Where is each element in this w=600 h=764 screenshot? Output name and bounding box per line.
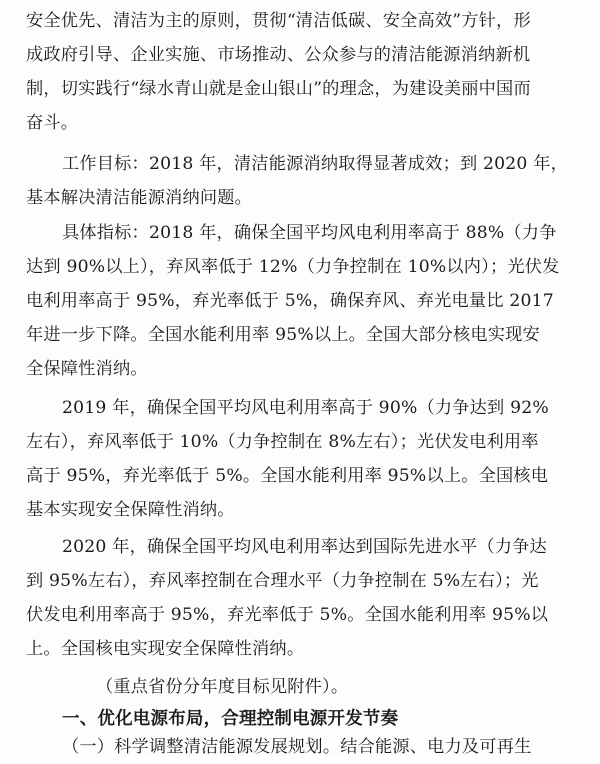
text-line: （重点省份分年度目标见附件）。 <box>96 677 349 697</box>
text-line: 上。全国核电实现安全保障性消纳。 <box>26 639 305 659</box>
text-line: 伏发电利用率高于 95%，弃光率低于 5%。全国水能利用率 95%以 <box>26 605 549 625</box>
text-line: 工作目标：2018 年，清洁能源消纳取得显著成效；到 2020 年， <box>62 154 568 174</box>
text-line: 安全优先、清洁为主的原则，贯彻“清洁低碳、安全高效”方针，形 <box>26 11 531 31</box>
text-line: 左右），弃风率低于 10%（力争控制在 8%左右）；光伏发电利用率 <box>26 432 539 452</box>
text-line: 制，切实践行“绿水青山就是金山银山”的理念，为建设美丽中国而 <box>26 79 531 99</box>
text-line: 年进一步下降。全国水能利用率 95%以上。全国大部分核电实现安 <box>26 325 540 345</box>
text-line: 到 95%左右），弃风率控制在合理水平（力争控制在 5%左右）；光 <box>26 571 539 591</box>
text-line: 电利用率高于 95%，弃光率低于 5%，确保弃风、弃光电量比 2017 <box>26 291 554 311</box>
text-line: 达到 90%以上），弃风率低于 12%（力争控制在 10%以内）；光伏发 <box>26 257 560 277</box>
text-line: 成政府引导、企业实施、市场推动、公众参与的清洁能源消纳新机 <box>26 45 531 65</box>
section-heading: 一、优化电源布局，合理控制电源开发节奏 <box>62 709 399 729</box>
text-line: 高于 95%，弃光率低于 5%。全国水能利用率 95%以上。全国核电 <box>26 466 549 486</box>
text-line: 奋斗。 <box>26 113 79 133</box>
text-line: （一）科学调整清洁能源发展规划。结合能源、电力及可再生 <box>62 737 532 757</box>
text-line: 2019 年，确保全国平均风电利用率高于 90%（力争达到 92% <box>62 398 549 418</box>
text-line: 基本实现安全保障性消纳。 <box>26 500 235 520</box>
text-line: 具体指标：2018 年，确保全国平均风电利用率高于 88%（力争 <box>62 223 557 243</box>
text-line: 全保障性消纳。 <box>26 359 148 379</box>
text-line: 基本解决清洁能源消纳问题。 <box>26 188 253 208</box>
text-line: 2020 年，确保全国平均风电利用率达到国际先进水平（力争达 <box>62 537 547 557</box>
